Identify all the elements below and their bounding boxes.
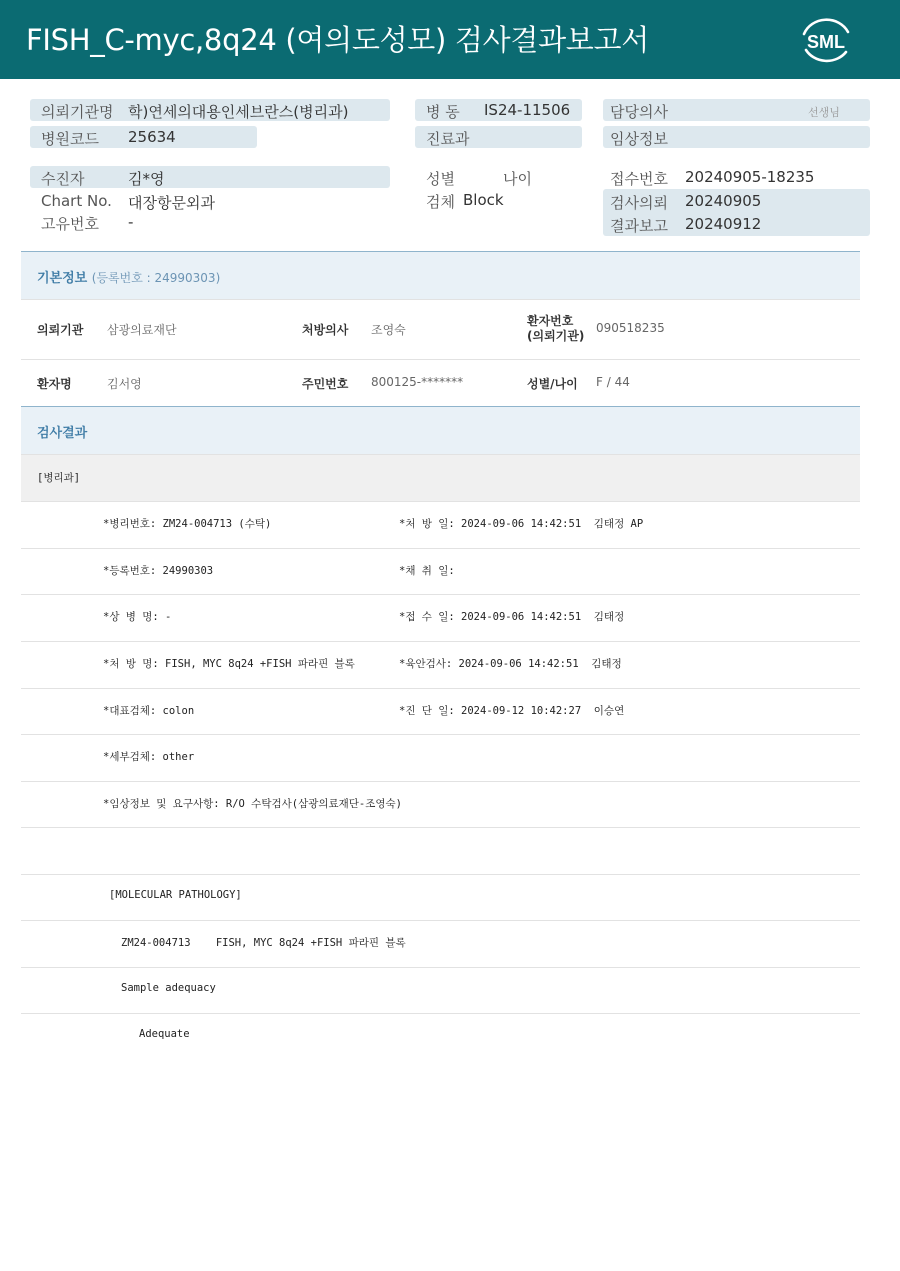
sml-logo xyxy=(796,12,856,68)
divider xyxy=(21,594,860,595)
divider xyxy=(21,548,860,549)
sex-label: 성별 xyxy=(426,170,455,188)
name-value: 김서영 xyxy=(107,377,142,391)
divider xyxy=(21,501,860,502)
report-title: FISH_C-myc,8q24 (여의도성모) 검사결과보고서 xyxy=(26,23,649,57)
specimen-label: 검체 xyxy=(426,193,455,211)
report-label: 결과보고 xyxy=(610,217,668,235)
result-right: *접 수 일: 2024-09-06 14:42:51 김태정 xyxy=(399,611,625,623)
basic-info-reg: (등록번호 : 24990303) xyxy=(91,271,221,285)
basic-info-title xyxy=(37,267,220,286)
sexage-value: F / 44 xyxy=(596,375,630,389)
clinical-label: 임상정보 xyxy=(610,130,668,148)
unique-label: 고유번호 xyxy=(41,215,99,233)
rrn-value: 800125-******* xyxy=(371,375,464,389)
specimen-value: Block xyxy=(463,191,504,209)
result-left: *병리번호: ZM24-004713 (수탁) xyxy=(103,518,272,530)
divider xyxy=(21,874,860,875)
doctor-label: 담당의사 xyxy=(610,103,668,121)
request-value: 20240905 xyxy=(685,192,762,210)
report-value: 20240912 xyxy=(685,215,762,233)
molecular-header: [MOLECULAR PATHOLOGY] xyxy=(109,889,242,901)
dept-label-row: [병리과] xyxy=(37,472,81,484)
prescriber-value: 조영숙 xyxy=(371,323,406,337)
result-left: *처 방 명: FISH, MYC 8q24 +FISH 파라핀 블록 xyxy=(103,658,355,670)
hospital-code-label: 병원코드 xyxy=(41,130,99,148)
adequacy-label: Sample adequacy xyxy=(121,982,216,994)
result-right: *처 방 일: 2024-09-06 14:42:51 김태정 AP xyxy=(399,518,644,530)
receipt-value: 20240905-18235 xyxy=(685,168,815,186)
institution-value: 삼광의료재단 xyxy=(107,323,177,337)
result-right: *채 취 일: xyxy=(399,565,455,577)
patient-no-label xyxy=(527,314,584,344)
dept-label: 진료과 xyxy=(426,130,470,148)
divider xyxy=(21,299,860,300)
result-left: *임상정보 및 요구사항: R/O 수탁검사(삼광의료재단-조영숙) xyxy=(103,798,403,810)
referral-label: 의뢰기관명 xyxy=(41,103,114,121)
molecular-line: ZM24-004713 FISH, MYC 8q24 +FISH 파라핀 블록 xyxy=(121,937,406,949)
patient-no-label-1: 환자번호 xyxy=(527,314,574,328)
divider xyxy=(21,734,860,735)
divider xyxy=(21,641,860,642)
result-left: *등록번호: 24990303 xyxy=(103,565,214,577)
referral-value: 학)연세의대용인세브란스(병리과) xyxy=(128,103,349,121)
chart-label: Chart No. xyxy=(41,192,112,210)
result-left: *상 병 명: - xyxy=(103,611,172,623)
results-header xyxy=(21,407,860,454)
age-label: 나이 xyxy=(503,170,532,188)
patient-no-value: 090518235 xyxy=(596,321,665,335)
unique-value: - xyxy=(128,213,134,231)
result-right: *진 단 일: 2024-09-12 10:42:27 이승연 xyxy=(399,705,625,717)
institution-label: 의뢰기관 xyxy=(37,323,84,337)
ward-value: IS24-11506 xyxy=(484,101,571,119)
result-left: *세부검체: other xyxy=(103,751,195,763)
sexage-label: 성별/나이 xyxy=(527,377,578,391)
name-label: 환자명 xyxy=(37,377,72,391)
result-right: *육안검사: 2024-09-06 14:42:51 김태정 xyxy=(399,658,622,670)
basic-info-title-text: 기본정보 xyxy=(37,271,88,286)
divider xyxy=(21,1013,860,1014)
chart-value: 대장항문외과 xyxy=(128,194,215,212)
divider xyxy=(21,359,860,360)
divider xyxy=(21,920,860,921)
result-left: *대표검체: colon xyxy=(103,705,195,717)
doctor-suffix: 선생님 xyxy=(808,106,840,119)
ward-label: 병 동 xyxy=(426,103,460,121)
patient-no-label-2: (의뢰기관) xyxy=(527,329,585,343)
request-label: 검사의뢰 xyxy=(610,194,668,212)
dept-row-bg xyxy=(21,455,860,501)
sml-logo-text: SML xyxy=(807,32,845,52)
receipt-label: 접수번호 xyxy=(610,170,668,188)
hospital-code-value: 25634 xyxy=(128,128,176,146)
divider xyxy=(21,967,860,968)
divider xyxy=(21,827,860,828)
divider xyxy=(21,781,860,782)
divider xyxy=(21,688,860,689)
results-title: 검사결과 xyxy=(37,426,88,441)
patient-value: 김*영 xyxy=(128,170,165,188)
rrn-label: 주민번호 xyxy=(302,377,349,391)
adequacy-value: Adequate xyxy=(139,1028,190,1040)
prescriber-label: 처방의사 xyxy=(302,323,349,337)
patient-label: 수진자 xyxy=(41,170,85,188)
